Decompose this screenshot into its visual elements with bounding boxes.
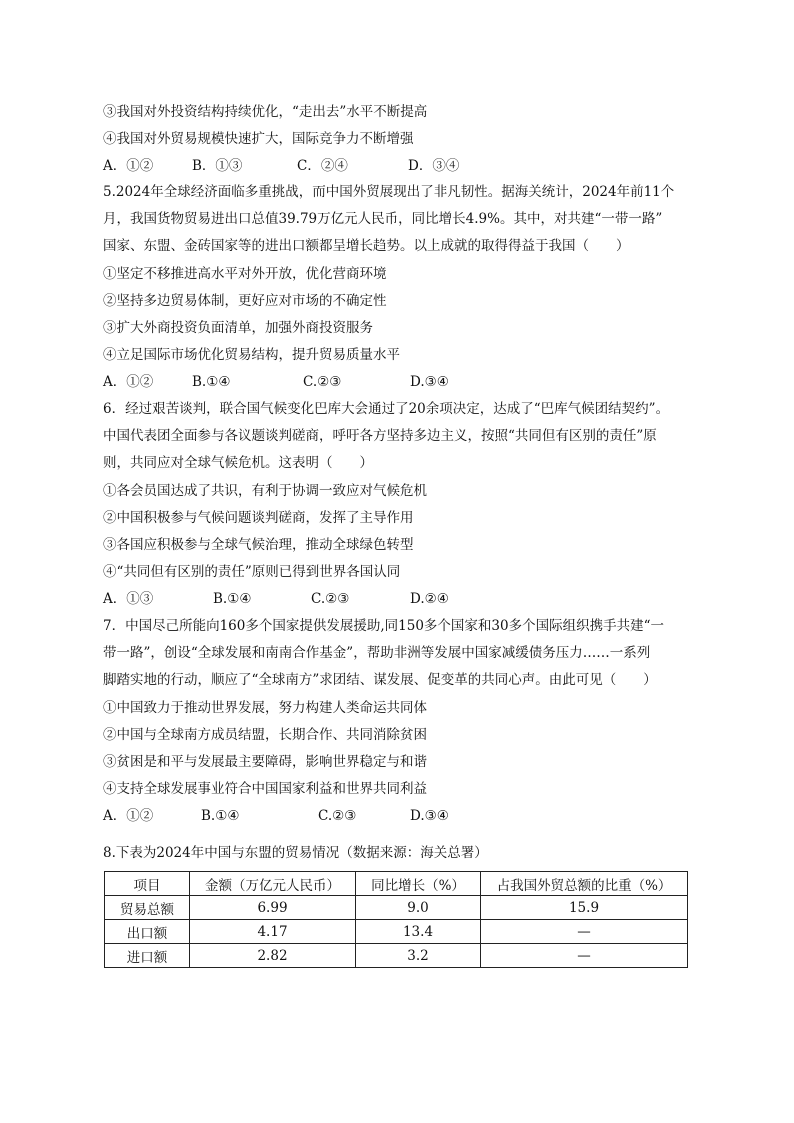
q6-stem-line-3: 则，共同应对全球气候危机。这表明（ ） xyxy=(103,455,373,471)
q5-item-2: ②坚持多边贸易体制，更好应对市场的不确定性 xyxy=(103,293,387,309)
table-cell: 6.99 xyxy=(190,896,356,920)
table-header-cell: 占我国外贸总额的比重（%） xyxy=(481,872,688,896)
table-cell: — xyxy=(481,944,688,968)
table-header-cell: 项目 xyxy=(105,872,190,896)
q5-item-1: ①坚定不移推进高水平对外开放，优化营商环境 xyxy=(103,266,387,282)
q8-stem: 8.下表为2024年中国与东盟的贸易情况（数据来源：海关总署） xyxy=(103,845,488,861)
asean-trade-table xyxy=(104,871,688,968)
q7-item-4: ④支持全球发展事业符合中国国家利益和世界共同利益 xyxy=(103,781,427,797)
q7-option-c: C.②③ xyxy=(318,808,357,824)
q4-option-d: D．③④ xyxy=(408,158,460,174)
table-cell: 9.0 xyxy=(356,896,481,920)
table-cell: 进口额 xyxy=(105,944,190,968)
q5-option-d: D.③④ xyxy=(410,374,449,390)
q7-option-b: B.①④ xyxy=(201,808,240,824)
q6-option-c: C.②③ xyxy=(311,591,350,607)
q7-item-1: ①中国致力于推动世界发展，努力构建人类命运共同体 xyxy=(103,700,427,716)
q7-item-3: ③贫困是和平与发展最主要障碍，影响世界稳定与和谐 xyxy=(103,754,427,770)
table-cell: 13.4 xyxy=(356,920,481,944)
table-cell: 3.2 xyxy=(356,944,481,968)
q5-stem-line-3: 国家、东盟、金砖国家等的进出口额都呈增长趋势。以上成就的取得得益于我国（ ） xyxy=(103,238,630,254)
table-cell: 15.9 xyxy=(481,896,688,920)
q7-stem-line-3: 脚踏实地的行动，顺应了“全球南方”求团结、谋发展、促变革的共同心声。由此可见（ ） xyxy=(103,672,657,688)
q6-item-2: ②中国积极参与气候问题谈判磋商，发挥了主导作用 xyxy=(103,510,414,526)
table-row xyxy=(105,920,688,944)
q5-stem-line-1: 5.2024年全球经济面临多重挑战，而中国外贸展现出了非凡韧性。据海关统计，2024年前11个 xyxy=(103,184,675,200)
table-row xyxy=(105,896,688,920)
table-header-cell: 同比增长（%） xyxy=(356,872,481,896)
q4-option-a: A．①② xyxy=(103,158,154,174)
q6-item-1: ①各会员国达成了共识，有利于协调一致应对气候危机 xyxy=(103,483,427,499)
q6-stem-line-1: 6．经过艰苦谈判，联合国气候变化巴库大会通过了20余项决定，达成了“巴库气候团结契约”。 xyxy=(103,401,670,417)
q4-item-4: ④我国对外贸易规模快速扩大，国际竞争力不断增强 xyxy=(103,131,414,147)
table-cell: 出口额 xyxy=(105,920,190,944)
q5-stem-line-2: 月，我国货物贸易进出口总值39.79万亿元人民币，同比增长4.9%。其中，对共建“一带一路” xyxy=(103,211,663,227)
table-cell: 4.17 xyxy=(190,920,356,944)
q6-option-d: D.②④ xyxy=(410,591,449,607)
q5-option-a: A．①② xyxy=(103,374,154,390)
q7-stem-line-1: 7．中国尽己所能向160多个国家提供发展援助,同150多个国家和30多个国际组织携手共建“一 xyxy=(103,618,664,634)
q7-option-a: A．①② xyxy=(103,808,154,824)
q7-option-d: D.③④ xyxy=(410,808,449,824)
q5-item-4: ④立足国际市场优化贸易结构，提升贸易质量水平 xyxy=(103,347,400,363)
table-header-cell: 金额（万亿元人民币） xyxy=(190,872,356,896)
q5-item-3: ③扩大外商投资负面清单，加强外商投资服务 xyxy=(103,320,373,336)
q4-option-c: C．②④ xyxy=(297,158,348,174)
q6-item-3: ③各国应积极参与全球气候治理，推动全球绿色转型 xyxy=(103,537,414,553)
q4-option-b: B．①③ xyxy=(192,158,243,174)
q6-option-b: B.①④ xyxy=(213,591,252,607)
table-cell: — xyxy=(481,920,688,944)
q7-stem-line-2: 带一路”，创设“全球发展和南南合作基金”，帮助非洲等发展中国家减缓债务压力……一系列 xyxy=(103,645,651,661)
q6-option-a: A．①③ xyxy=(103,591,154,607)
table-cell: 2.82 xyxy=(190,944,356,968)
q6-stem-line-2: 中国代表团全面参与各议题谈判磋商，呼吁各方坚持多边主义，按照“共同但有区别的责任”原 xyxy=(103,428,657,444)
q6-item-4: ④“共同但有区别的责任”原则已得到世界各国认同 xyxy=(103,564,401,580)
table-header-row xyxy=(105,872,688,896)
q7-item-2: ②中国与全球南方成员结盟，长期合作、共同消除贫困 xyxy=(103,727,427,743)
q5-option-c: C.②③ xyxy=(303,374,342,390)
table-row xyxy=(105,944,688,968)
q5-option-b: B.①④ xyxy=(192,374,231,390)
table-cell: 贸易总额 xyxy=(105,896,190,920)
q4-item-3: ③我国对外投资结构持续优化，“走出去”水平不断提高 xyxy=(103,104,428,120)
